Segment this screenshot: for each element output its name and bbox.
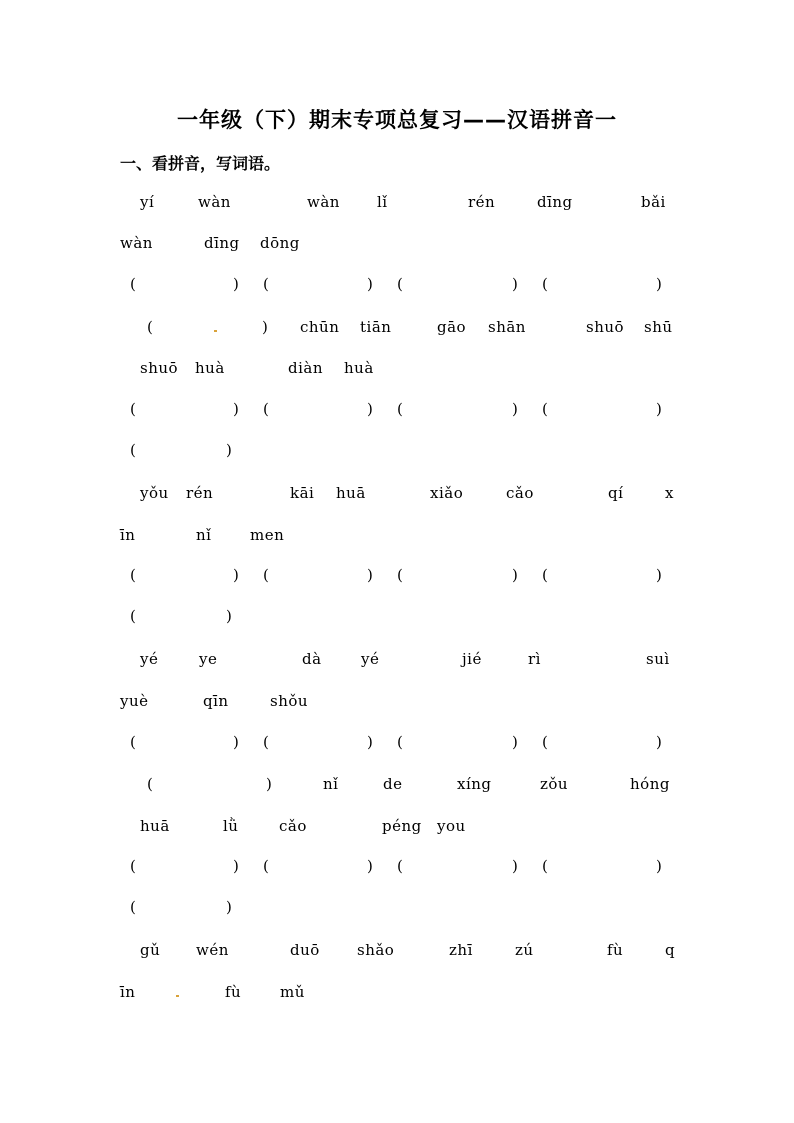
- pinyin-word: yé: [361, 650, 380, 668]
- paren: (: [130, 733, 137, 751]
- pinyin-word: yuè: [120, 692, 149, 710]
- pinyin-word: shuō: [586, 318, 625, 336]
- paren: (: [263, 566, 270, 584]
- pinyin-word: jié: [462, 650, 482, 668]
- pinyin-word: x: [665, 484, 674, 502]
- pinyin-word: zú: [515, 941, 534, 959]
- paren: ): [512, 733, 519, 751]
- paren: (: [263, 400, 270, 418]
- pinyin-word: shān: [488, 318, 526, 336]
- paren: ): [367, 733, 374, 751]
- pinyin-word: fù: [607, 941, 624, 959]
- pinyin-word: bǎi: [641, 193, 666, 211]
- paren: ): [233, 275, 240, 293]
- pinyin-word: zhī: [449, 941, 473, 959]
- pinyin-word: q: [665, 941, 676, 959]
- ink-dot: [176, 995, 179, 997]
- pinyin-word: huà: [195, 359, 225, 377]
- section-heading: 一、看拼音，写词语。: [120, 154, 281, 173]
- pinyin-word: nǐ: [323, 775, 339, 793]
- paren: (: [397, 400, 404, 418]
- paren: (: [397, 566, 404, 584]
- ink-dot: [214, 330, 217, 332]
- paren: ): [656, 566, 663, 584]
- paren: ): [233, 733, 240, 751]
- paren: ): [367, 857, 374, 875]
- paren: ): [233, 566, 240, 584]
- pinyin-word: qí: [608, 484, 624, 502]
- pinyin-word: īn: [120, 983, 136, 1001]
- pinyin-word: tiān: [360, 318, 392, 336]
- paren: (: [542, 857, 549, 875]
- paren: ): [512, 857, 519, 875]
- paren: (: [130, 441, 137, 459]
- paren: (: [542, 733, 549, 751]
- pinyin-word: shuō: [140, 359, 179, 377]
- paren: (: [542, 400, 549, 418]
- paren: (: [542, 275, 549, 293]
- paren: (: [542, 566, 549, 584]
- pinyin-word: gāo: [437, 318, 467, 336]
- paren: ): [226, 607, 233, 625]
- paren: (: [130, 607, 137, 625]
- pinyin-word: huā: [140, 817, 170, 835]
- paren: ): [367, 566, 374, 584]
- pinyin-word: fù: [225, 983, 242, 1001]
- paren: ): [656, 400, 663, 418]
- pinyin-word: rén: [468, 193, 496, 211]
- paren: ): [226, 898, 233, 916]
- pinyin-word: qīn: [203, 692, 229, 710]
- paren: (: [263, 733, 270, 751]
- paren: ): [262, 318, 269, 336]
- paren: (: [130, 275, 137, 293]
- pinyin-word: kāi: [290, 484, 315, 502]
- paren: (: [397, 857, 404, 875]
- paren: ): [367, 275, 374, 293]
- pinyin-word: hóng: [630, 775, 670, 793]
- pinyin-word: shǎo: [357, 941, 395, 959]
- paren: ): [233, 400, 240, 418]
- paren: ): [512, 566, 519, 584]
- pinyin-word: duō: [290, 941, 320, 959]
- pinyin-word: péng: [382, 817, 422, 835]
- paren: (: [263, 857, 270, 875]
- paren: ): [656, 275, 663, 293]
- pinyin-word: you: [437, 817, 466, 835]
- pinyin-word: zǒu: [540, 775, 569, 793]
- pinyin-word: dīng: [537, 193, 573, 211]
- pinyin-word: xíng: [457, 775, 492, 793]
- pinyin-word: lǜ: [223, 817, 239, 835]
- pinyin-word: de: [383, 775, 403, 793]
- pinyin-word: yí: [140, 193, 155, 211]
- paren: ): [656, 857, 663, 875]
- pinyin-word: shū: [644, 318, 673, 336]
- pinyin-word: rén: [186, 484, 214, 502]
- pinyin-word: rì: [528, 650, 541, 668]
- pinyin-word: diàn: [288, 359, 324, 377]
- pinyin-word: men: [250, 526, 285, 544]
- pinyin-word: ye: [199, 650, 218, 668]
- pinyin-word: īn: [120, 526, 136, 544]
- pinyin-word: cǎo: [506, 484, 534, 502]
- pinyin-word: huà: [344, 359, 374, 377]
- paren: ): [512, 275, 519, 293]
- paren: (: [263, 275, 270, 293]
- page-title: 一年级（下）期末专项总复习——汉语拼音一: [177, 108, 617, 132]
- paren: (: [130, 400, 137, 418]
- pinyin-word: cǎo: [279, 817, 307, 835]
- paren: (: [397, 733, 404, 751]
- paren: (: [147, 318, 154, 336]
- pinyin-word: wàn: [120, 234, 153, 252]
- paren: ): [367, 400, 374, 418]
- paren: ): [226, 441, 233, 459]
- pinyin-word: wén: [196, 941, 229, 959]
- pinyin-word: shǒu: [270, 692, 309, 710]
- paren: ): [656, 733, 663, 751]
- paren: ): [233, 857, 240, 875]
- pinyin-word: huā: [336, 484, 366, 502]
- paren: (: [147, 775, 154, 793]
- paren: ): [266, 775, 273, 793]
- paren: (: [130, 898, 137, 916]
- pinyin-word: lǐ: [377, 193, 388, 211]
- paren: (: [130, 566, 137, 584]
- pinyin-word: mǔ: [280, 983, 305, 1001]
- paren: (: [130, 857, 137, 875]
- pinyin-word: suì: [646, 650, 670, 668]
- pinyin-word: gǔ: [140, 941, 161, 959]
- pinyin-word: yǒu: [140, 484, 169, 502]
- pinyin-word: yé: [140, 650, 159, 668]
- pinyin-word: xiǎo: [430, 484, 464, 502]
- pinyin-word: dōng: [260, 234, 300, 252]
- paren: (: [397, 275, 404, 293]
- pinyin-word: wàn: [307, 193, 340, 211]
- pinyin-word: nǐ: [196, 526, 212, 544]
- pinyin-word: wàn: [198, 193, 231, 211]
- pinyin-word: chūn: [300, 318, 340, 336]
- paren: ): [512, 400, 519, 418]
- pinyin-word: dà: [302, 650, 322, 668]
- pinyin-word: dīng: [204, 234, 240, 252]
